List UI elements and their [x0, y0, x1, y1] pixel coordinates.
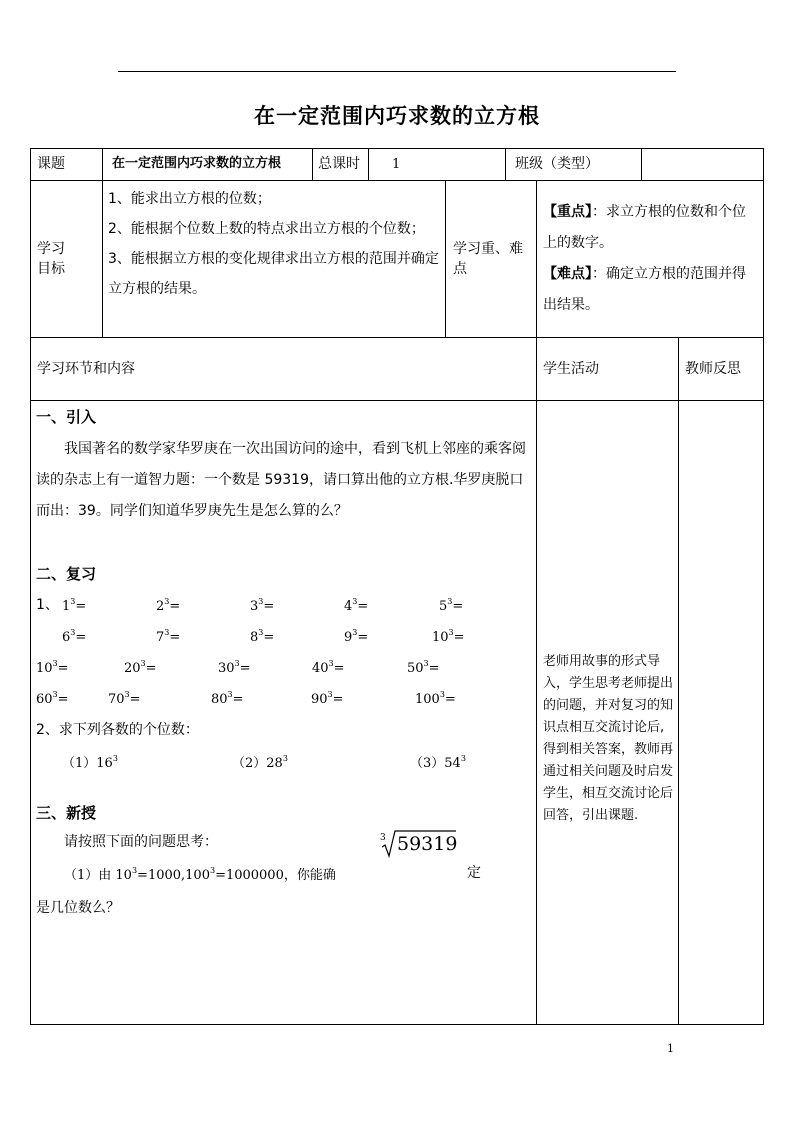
power-item: $2^3=$ [156, 597, 181, 614]
objective-item: 3、能根据立方根的变化规律求出立方根的范围并确定立方根的结果。 [108, 251, 439, 297]
header-rule [118, 71, 676, 72]
col-divider [678, 337, 679, 1025]
col-divider [445, 180, 446, 337]
col-divider [641, 148, 642, 180]
review-heading: 二、复习 [36, 565, 97, 583]
root-value: 59319 [397, 833, 458, 855]
power-item: $90^3=$ [311, 690, 344, 707]
objective-item: 1、能求出立方根的位数； [108, 191, 271, 207]
power-item: $80^3=$ [211, 690, 244, 707]
key-tag: 【重点】 [543, 204, 592, 220]
new-q1: （1）由 $10^3=1000,100^3=1000000$，你能确 [64, 866, 336, 883]
hard-tag: 【难点】 [543, 266, 592, 282]
new-q1-line2: 是几位数么？ [36, 900, 120, 916]
content-column-header: 学习环节和内容 [37, 361, 135, 377]
page-title: 在一定范围内巧求数的立方根 [254, 103, 540, 128]
page-number: 1 [667, 1042, 674, 1055]
hours-label: 总课时 [318, 156, 360, 172]
power-item: $4^3=$ [344, 597, 369, 614]
new-prompt: 请按照下面的问题思考： [64, 834, 218, 850]
intro-heading: 一、引入 [36, 408, 97, 426]
col-divider [505, 148, 506, 180]
hard-text: ：确定立方根的范围并得出结果。 [543, 266, 746, 313]
power-item: $3^3=$ [250, 597, 275, 614]
objectives-label-line1: 学习 [37, 241, 65, 257]
root-index: 3 [380, 833, 386, 843]
row-divider [30, 180, 764, 181]
power-item: $5^3=$ [439, 597, 464, 614]
key-point [543, 197, 755, 259]
focus-text [543, 197, 755, 321]
power-item: $100^3=$ [415, 690, 456, 707]
student-column-header: 学生活动 [543, 361, 599, 377]
col-divider [312, 148, 313, 180]
q2-item: $(1)16^3$ [62, 754, 118, 771]
new-q1-tail: 定 [467, 865, 481, 881]
key-text: ：求立方根的位数和个位上的数字。 [543, 204, 746, 251]
teacher-column-header: 教师反思 [685, 361, 741, 377]
review-q2: 2、求下列各数的个位数： [36, 722, 199, 738]
power-item: $9^3=$ [344, 628, 369, 645]
power-item: $10^3=$ [432, 628, 465, 645]
intro-text: 我国著名的数学家华罗庚在一次出国访问的途中，看到飞机上邻座的乘客阅读的杂志上有一道智力题：一个数是 59319，请口算出他的立方根.华罗庚脱口而出：39。同学们知道华罗庚先生是怎么算的么？ [36, 441, 526, 519]
cube-root-expression [380, 830, 460, 858]
objectives-label-line2: 目标 [37, 261, 65, 277]
focus-label-line2: 点 [453, 261, 467, 277]
new-heading: 三、新授 [36, 804, 97, 822]
power-item: $20^3=$ [124, 659, 157, 676]
focus-label-line1: 学习重、难 [453, 241, 523, 257]
power-item: $30^3=$ [218, 659, 251, 676]
power-item: $40^3=$ [312, 659, 345, 676]
col-divider [536, 180, 537, 337]
power-item: $50^3=$ [407, 659, 440, 676]
col-divider [368, 148, 369, 180]
power-item: $70^3=$ [108, 690, 141, 707]
power-item: $1^3=$ [62, 597, 87, 614]
q2-item: $(2)28^3$ [232, 754, 288, 771]
topic-value: 在一定范围内巧求数的立方根 [112, 156, 282, 171]
q2-item: $(3)54^3$ [410, 754, 466, 771]
row-divider [30, 337, 764, 338]
class-label: 班级（类型） [515, 156, 599, 172]
topic-label: 课题 [37, 156, 65, 172]
student-activity-text: 老师用故事的形式导入，学生思考老师提出的问题，并对复习的知识点相互交流讨论后,得到相关答案，教师再通过相关问题及时启发学生，相互交流讨论后回答，引出课题. [543, 654, 674, 823]
hard-point [543, 259, 755, 321]
review-q1-prefix: 1、 [36, 597, 59, 613]
power-item: $7^3=$ [156, 628, 181, 645]
power-item: $60^3=$ [36, 690, 69, 707]
objective-item: 2、能根据个位数上数的特点求出立方根的个位数； [108, 221, 425, 237]
power-item: $6^3=$ [62, 628, 87, 645]
objectives-list [108, 184, 440, 304]
power-item: $10^3=$ [36, 659, 69, 676]
col-divider [102, 148, 103, 337]
power-item: $8^3=$ [250, 628, 275, 645]
hours-value: 1 [392, 157, 401, 172]
col-divider [536, 337, 537, 1025]
row-divider [30, 400, 764, 401]
